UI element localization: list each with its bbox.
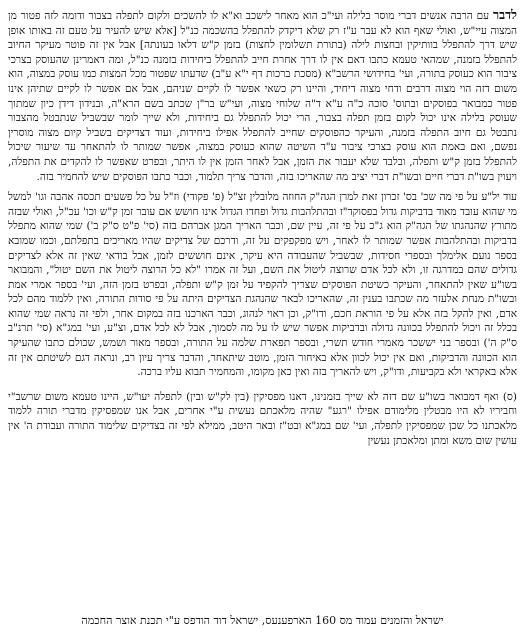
footnote-text: (ס) ואף דמבואר בשו"ע שם דזה לא שייך בזמנינו, דאנו מפסיקין (בין לק"ש ובין) לתפלה יעו"ש, היינו טעמא משום שרשב"י וחביריו לא היו מבטלין מלימודם אפילו "רגע" שהיה מלאכתם נעשית ע"י אחרים, אבל אנו שמפסיקין מדברי תורה ללמוד מלאכתנו כל שכן שמפסיקין לתפלה, ועי' שם במג"א ובט"ז ובאר היטב, ממילא לפי זה בצדיקים שלימוד התורה ועבודת ה' אין עושין שום משא ומתן ומלאכתן נעשין: [8, 390, 517, 447]
paragraph-2-text: עוד יל"ע על פי מה שכ' בס' זכרון זאת למרן הגה"ק החוזה מלובלין זצ"ל (פ' פקודי) וז"ל על כל פשעים תכסה אהבה וגו' למשל מי שהוא עובד מאוד בדביקות גדול בפסוקד"ז ובהתלהבות גדול ופחדו הגדול אינו חושש אם עובר זמן ק"ש וכו' עכ"ל, ואולי שבזה מתורץ שהנהגתו של הגה"ק הוא ג"כ על פי זה, עיין שם, וכבר האריך המגן אברהם בזה (סי' פ"ט ס"ק ב') שמי שהוא מתפלל בדביקות ובהתלהבות אפשר שמותר לו לאחר, ויש מפקפקים על זה, ודרכם של צדיקים שהיו מאריכים בתפלתם, וכמו שמובא בספר נועם אלימלך ובספרי חסידות, שבשביל שהעבודה היא עיקר, אינם חוששים לזמן, אבל בודאי שאין זה אלא לצדיקים גדולים שהם במדרגה זו, ולא לכל אדם שרוצה ליטול את השם, ועל זה אמרו "לא כל הרוצה ליטול את השם יטול", והמבואר בשו"ע שאין להתאחר, והעיקר כשיטת הפוסקים שצריך להקפיד על זמן ק"ש ותפלה, ובפרט בזמן הזה, ועי' בספר אמרי אמת ובשו"ת מנחת אלעזר מה שכתבו בענין זה, שהאריכו לבאר שהנהגת הצדיקים היתה על פי סודות התורה, ואין ללמוד מהם לכל אדם, ואין להקל בזה אלא על פי הוראת חכם, ודו"ק, וכן ראוי לנהוג, וכבר הארכנו בזה במקום אחר, ולפי זה נראה שמי שהוא בכלל זה ויכול להתפלל בכוונה גדולה ובדביקות אפשר שיש לו על מה לסמוך, אבל לא לכל אדם, וצ"ע, ועי' במג"א (סי' תרנ"ב ס"ק ה') ובספר בני יששכר מאמרי חודש תשרי, ובספר תפארת שלמה על התורה, ובספר מאור ושמש, שכולם כתבו שהעיקר הוא הכוונה והדביקות, ואם אין יכול לכוון אלא באיחור הזמן, מוטב שיתאחר, והדבר צריך עיון רב, ונראה דגם לשיטתם אין זה אלא באקראי ולא בקביעות, ודו"ק, ויש להאריך בזה ואין כאן מקומו, והמחמיר תבוא עליו ברכה.: [8, 191, 517, 379]
paragraph-1: [8, 8, 517, 184]
footnote: [8, 390, 517, 448]
paragraph-2: [8, 190, 517, 380]
page-footer: ישראל והזמנים עמוד מס 160 הארפענעס, ישראל דוד הודפס ע"י תכנת אוצר החכמה: [81, 614, 444, 627]
paragraph-1-text: עם הרבה אנשים דברי מוסר בלילה ועי"כ הוא מאחר לישכב וא"א לו להשכים ולקום לתפלה בצבור ודומה לזה פטור מן המצוה עיי"ש, ואולי שאף הוא לא עבר ע"ז רק שלא דיקדק להתפלל בהשכמה כנ"ל [אלא שיש להעיר על טעם זה באותו אופן שיש דרך להתפלל בוותיקין ובחצות לילה (בתורת תשלומין לחצות) בזמן ק"ש דלאו בעונתה] אבל אין זה פוטר מעיקר החיוב להתפלל בזמנה, שמהאי טעמא כתבו דאם אין לו דרך אחרת חייב להתפלל ביחידות בזמנה כנ"ל, ומה דאמרינן שהעוסק בצרכי ציבור הוא כעוסק בתורה, ועי' בחידושי הרשב"א (מסכת ברכות דף י"א ע"ב) שדעתו שפטור מכל המצות כמו עוסק במצוה, הוא משום דזה הוי מצוה דרבים ודחי מצוה דיחיד, והיינו רק כשאי אפשר לו לקיים שניהם, אבל אם אפשר לו לקיים שתיהן אינו פטור כמבואר בפוסקים ובתוס' סוכה כ"ה ע"א ד"ה שלוחי מצוה, ועי"ש בר"ן שכתב בשם הרא"ה, ובנידון דידן כיון שמתוך שעוסק בלילה אינו יכול לקום בזמן תפלה בצבור, הרי יכול להתפלל גם ביחידות, ולא שייך לומר שבשביל שנתבטל מהצבור נתבטל גם חיוב התפלה בזמנה, והעיקר כהפוסקים שחייב להתפלל אפילו ביחידות, ועוד דצדיקים בשביל קיום מצוה מוסרין נפשם, ואם באמת הוא עוסק בצרכי ציבור ע"ד השיטה שהוא כעוסק במצוה, אפשר שמותר לו להתאחר עד שיעור שיכול להתפלל בזמן ק"ש ותפלה, ובלבד שלא יעבור את הזמן, אבל לאחר הזמן אין לו היתר, ובפרט שאפשר לו להקדים את התפלה, ויעוין בשו"ת דברי חיים ובשו"ת דברי יציב מה שהאריכו בזה, והדבר צריך תלמוד, וכבר כתבו הפוסקים שיש להחמיר בזה.: [8, 10, 517, 183]
paragraph-1-first-word: לדבר: [492, 7, 517, 22]
